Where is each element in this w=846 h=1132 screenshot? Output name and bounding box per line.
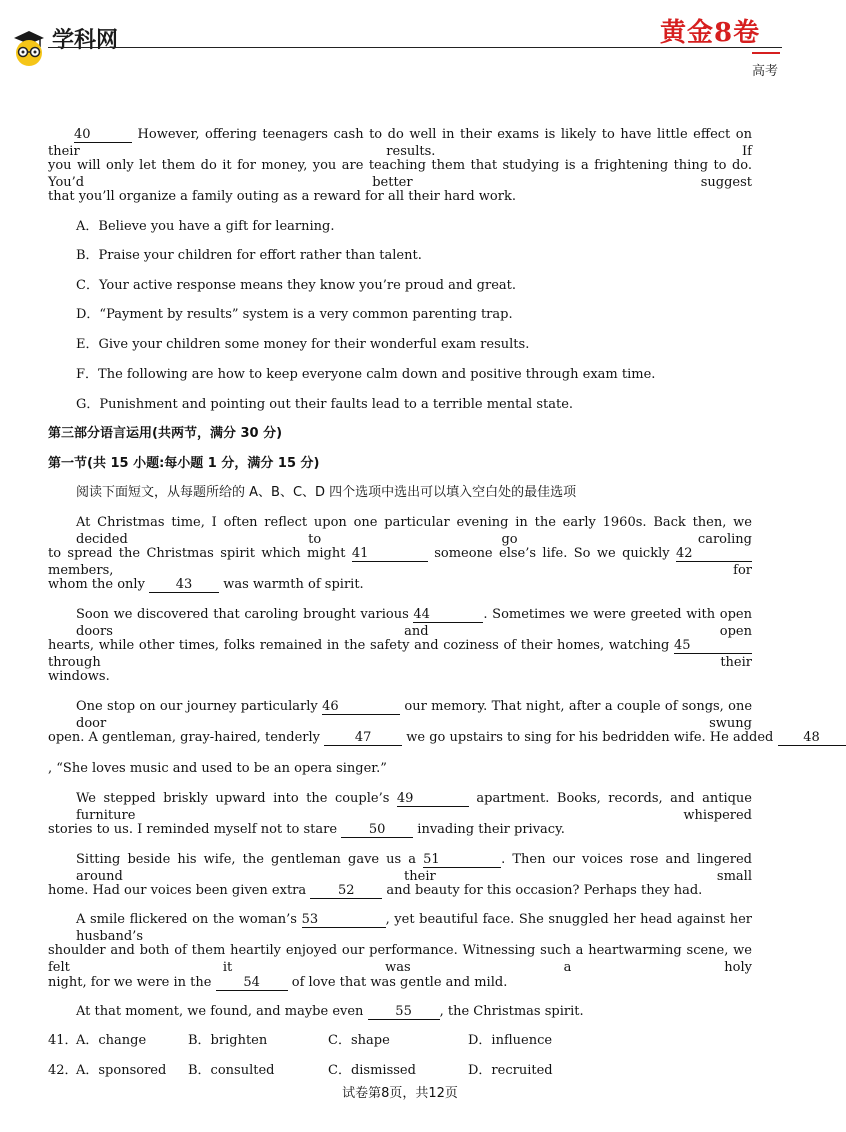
q42-option-d[interactable]: D．recruited bbox=[468, 1063, 553, 1078]
q41-option-c[interactable]: C．shape bbox=[328, 1033, 390, 1048]
q40-line-1 bbox=[48, 126, 752, 160]
q40-text: However, offering teenagers cash to do well in their exams is likely to have little effect on their results. If bbox=[48, 127, 752, 159]
q40-line-2: you will only let them do it for money, you are teaching them that studying is a frightening thing to do. You’d better suggest bbox=[48, 158, 752, 190]
section-3-title: 第三部分语言运用(共两节，满分 30 分) bbox=[48, 426, 283, 441]
option-g: G．Punishment and pointing out their faults lead to a terrible mental state. bbox=[76, 397, 574, 412]
q41-options bbox=[48, 1032, 752, 1049]
page-header bbox=[0, 0, 800, 90]
q41-number: 41． bbox=[48, 1033, 78, 1048]
option-a: A．Believe you have a gift for learning. bbox=[76, 219, 335, 234]
passage-p4-line-2: stories to us. I reminded myself not to stare 50 invading their privacy. bbox=[48, 822, 565, 837]
q42-options bbox=[48, 1062, 752, 1079]
blank-51[interactable]: 51 bbox=[423, 852, 501, 868]
blank-46[interactable]: 46 bbox=[322, 699, 400, 715]
passage-p2-line-1: Soon we discovered that caroling brought various 44 . Sometimes we were greeted with open doors and open bbox=[76, 607, 753, 639]
passage-p3-line-1: One stop on our journey particularly 46 our memory. That night, after a couple of songs, one door swung bbox=[76, 699, 753, 731]
q41-option-b[interactable]: B．brighten bbox=[188, 1033, 268, 1048]
blank-45[interactable]: 45 bbox=[674, 638, 752, 654]
blank-53[interactable]: 53 bbox=[302, 912, 386, 928]
logo-emblem-icon bbox=[10, 28, 48, 68]
passage-p3-line-3: , “She loves music and used to be an opera singer.” bbox=[48, 761, 387, 776]
passage-p2-line-3: windows. bbox=[48, 669, 110, 684]
q41-option-d[interactable]: D．influence bbox=[468, 1033, 553, 1048]
section-3-1-title: 第一节(共 15 小题:每小题 1 分，满分 15 分) bbox=[48, 456, 320, 471]
passage-p1-line-3: whom the only 43 was warmth of spirit. bbox=[48, 577, 364, 592]
option-e: E．Give your children some money for their wonderful exam results. bbox=[76, 337, 530, 352]
q42-option-b[interactable]: B．consulted bbox=[188, 1063, 275, 1078]
q42-number: 42． bbox=[48, 1063, 78, 1078]
blank-44[interactable]: 44 bbox=[413, 607, 483, 623]
q40-line-3: that you’ll organize a family outing as a reward for all their hard work. bbox=[48, 189, 516, 204]
passage-p3-line-2: open. A gentleman, gray-haired, tenderly 47 we go upstairs to sing for his bedridden wife. He added 48 bbox=[48, 729, 778, 746]
brand-underline bbox=[752, 52, 780, 54]
blank-49[interactable]: 49 bbox=[397, 791, 469, 807]
blank-47[interactable]: 47 bbox=[324, 730, 402, 746]
blank-48[interactable]: 48 bbox=[778, 730, 846, 746]
blank-52[interactable]: 52 bbox=[310, 883, 382, 899]
exam-tag: 高考 bbox=[752, 64, 779, 79]
instruction: 阅读下面短文，从每题所给的 A、B、C、D 四个选项中选出可以填入空白处的最佳选项 bbox=[76, 485, 577, 500]
passage-p6-line-1: A smile flickered on the woman’s 53 , yet beautiful face. She snuggled her head against her husband’s bbox=[76, 912, 752, 944]
q42-option-a[interactable]: A．sponsored bbox=[76, 1063, 167, 1078]
option-c: C．Your active response means they know you’re proud and great. bbox=[76, 278, 516, 293]
option-f: F．The following are how to keep everyone calm down and positive through exam time. bbox=[76, 367, 656, 382]
q42-option-c[interactable]: C．dismissed bbox=[328, 1063, 416, 1078]
blank-41[interactable]: 41 bbox=[352, 546, 428, 562]
blank-54[interactable]: 54 bbox=[216, 975, 288, 991]
blank-50[interactable]: 50 bbox=[341, 822, 413, 838]
q41-option-a[interactable]: A．change bbox=[76, 1033, 147, 1048]
passage-p1-line-2: to spread the Christmas spirit which might 41 someone else’s life. So we quickly 42 members, for bbox=[48, 546, 752, 578]
passage-p5-line-1: Sitting beside his wife, the gentleman gave us a 51 . Then our voices rose and lingered around their small bbox=[76, 852, 752, 884]
passage-p6-line-2: shoulder and both of them heartily enjoyed our performance. Witnessing such a heartwarming scene, we felt it was a holy bbox=[48, 943, 752, 975]
passage-p5-line-2: home. Had our voices been given extra 52 and beauty for this occasion? Perhaps they had. bbox=[48, 883, 703, 898]
page-footer: 试卷第8页，共12页 bbox=[342, 1086, 458, 1101]
passage-p4-line-1: We stepped briskly upward into the couple’s 49 apartment. Books, records, and antique furniture whispered bbox=[76, 791, 752, 823]
blank-42[interactable]: 42 bbox=[676, 546, 752, 562]
option-d: D．“Payment by results” system is a very common parenting trap. bbox=[76, 307, 513, 322]
option-b: B．Praise your children for effort rather than talent. bbox=[76, 248, 422, 263]
passage-p1-line-1: At Christmas time, I often reflect upon one particular evening in the early 1960s. Back then, we decided to go caroling bbox=[76, 515, 752, 547]
blank-43[interactable]: 43 bbox=[149, 577, 219, 593]
passage-p7-line-1: At that moment, we found, and maybe even 55 , the Christmas spirit. bbox=[76, 1004, 584, 1019]
brand-title: 黄金8卷 bbox=[660, 18, 761, 48]
blank-55[interactable]: 55 bbox=[368, 1004, 440, 1020]
blank-40[interactable]: 40 bbox=[74, 127, 132, 143]
passage-p2-line-2: hearts, while other times, folks remained in the safety and coziness of their homes, watching 45 through their bbox=[48, 638, 752, 670]
passage-p6-line-3: night, for we were in the 54 of love that was gentle and mild. bbox=[48, 975, 508, 990]
logo-text: 学科网 bbox=[52, 28, 119, 53]
